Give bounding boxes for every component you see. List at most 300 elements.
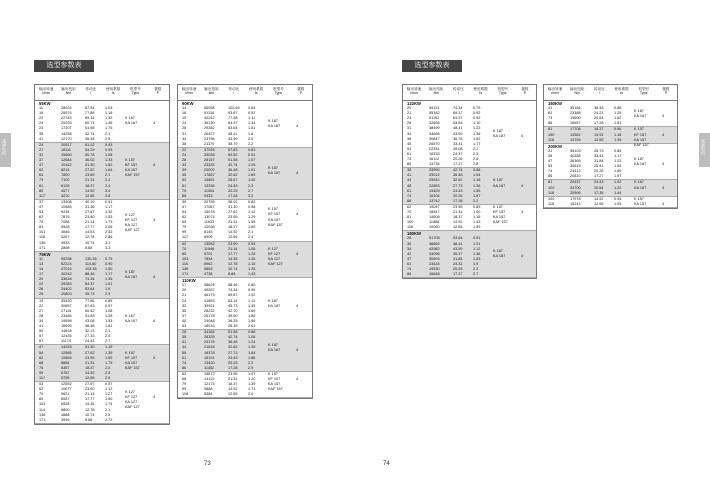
service-factor: 1.51 (248, 168, 256, 173)
header-cell: 输出扭矩 Nm (61, 87, 76, 96)
model-name: KA 167 (125, 318, 138, 323)
ratio: 20.54 (594, 185, 604, 190)
output-torque: 33038 (204, 152, 215, 157)
service-factor: 1.39 (248, 345, 256, 350)
pole-count: 4 (521, 209, 524, 214)
service-factor: 2.7 (105, 339, 111, 344)
output-speed: 47 (39, 345, 44, 350)
ratio: 43.59 (453, 246, 463, 251)
ratio: 17.77 (85, 225, 95, 230)
model-name: K 157 (268, 207, 278, 212)
service-factor: 1.50 (105, 397, 113, 402)
model-name: KA 167 (125, 121, 138, 126)
output-torque: 52224 (61, 261, 72, 266)
output-torque: 7834 (204, 256, 213, 261)
model-name: KA 127 (125, 399, 138, 404)
parameter-table-2 (177, 84, 313, 399)
pole-count: 4 (662, 201, 665, 206)
output-speed: 23 (407, 116, 412, 121)
table-group (403, 231, 536, 278)
output-torque: 5928 (61, 225, 70, 230)
service-factor: 1.59 (473, 225, 481, 230)
output-speed: 22 (39, 282, 44, 287)
output-speed: 14 (39, 267, 44, 271)
output-speed: 136 (39, 412, 46, 417)
pole-count: 4 (296, 123, 299, 128)
ratio: 24.31 (453, 261, 463, 266)
header-cell: 机型号 Type (638, 87, 650, 96)
service-factor: 3.2 (248, 193, 254, 198)
output-torque: 38499 (429, 126, 440, 131)
service-factor: 1.28 (105, 313, 113, 318)
output-speed: 171 (39, 245, 46, 250)
service-factor: 2.5 (105, 370, 111, 375)
ratio: 43.59 (453, 131, 463, 136)
output-speed: 86 (407, 198, 412, 203)
model-types (634, 197, 664, 207)
service-factor: 1.39 (248, 382, 256, 387)
service-factor: 3.8 (105, 193, 111, 198)
output-speed: 62 (39, 168, 44, 173)
ratio: 36.48 (453, 173, 463, 178)
pole-count: 4 (521, 134, 524, 139)
pole-count: 4 (296, 251, 299, 256)
service-factor: 1.35 (105, 277, 113, 282)
model-name: KA 167 (268, 348, 281, 353)
power-rating: 110KW (182, 278, 196, 284)
output-speed: 81 (548, 127, 553, 132)
table-row (39, 137, 169, 142)
service-factor: 1.00 (473, 209, 481, 214)
model-types (268, 299, 298, 309)
table-group (35, 200, 169, 252)
pole-count: 4 (296, 303, 299, 308)
table-row (39, 246, 169, 251)
output-torque: 20002 (204, 168, 215, 173)
model-types (125, 213, 155, 233)
output-speed: 55 (182, 350, 187, 355)
model-name: KA 187 (493, 134, 506, 139)
service-factor: 1.16 (473, 178, 481, 183)
output-torque: 47016 (61, 267, 72, 271)
model-types (268, 372, 298, 392)
ratio: 23.95 (228, 371, 238, 376)
model-name: KF 157 (125, 163, 138, 168)
header-cell: 传动比 i (85, 87, 97, 96)
output-torque: 21170 (204, 141, 215, 146)
output-speed: 57 (39, 334, 44, 339)
output-torque: 13742 (429, 198, 440, 203)
output-speed: 70 (407, 209, 412, 214)
ratio: 88.46 (228, 283, 238, 288)
ratio: 87.54 (85, 106, 95, 111)
output-torque: 15078 (204, 209, 215, 214)
output-torque: 5863 (204, 267, 213, 271)
output-torque: 7800 (61, 173, 70, 178)
ratio: 27.62 (228, 209, 238, 214)
ratio: 38.79 (228, 141, 238, 146)
service-factor: 1.69 (248, 225, 256, 230)
output-speed: 108 (182, 392, 189, 397)
ratio: 21.31 (85, 178, 95, 183)
output-speed: 118 (548, 201, 555, 206)
ratio: 18.37 (453, 215, 463, 220)
output-speed: 70 (39, 392, 44, 397)
ratio: 20.25 (228, 188, 238, 193)
output-torque: 4577 (61, 188, 70, 193)
model-type (268, 304, 298, 309)
header-cell: 极数 P (521, 87, 529, 96)
pole-count: 4 (521, 183, 524, 188)
ratio: 31.30 (85, 163, 95, 168)
output-speed: 136 (39, 240, 46, 245)
ratio: 114.60 (85, 261, 97, 266)
header-cell: 使用系数 fs (105, 87, 121, 96)
ratio: 21.31 (228, 376, 238, 381)
output-speed: 47 (407, 256, 412, 261)
service-factor: 0.86 (614, 106, 622, 111)
service-factor: 1.15 (248, 261, 256, 266)
service-factor: 1.74 (105, 402, 113, 407)
ratio: 14.92 (594, 196, 604, 201)
output-speed: 47 (548, 159, 553, 164)
output-speed: 30 (407, 241, 412, 246)
service-factor: 1.17 (105, 204, 113, 209)
service-factor: 1.81 (105, 324, 113, 329)
header-cell: 极数 P (662, 87, 670, 96)
model-name: K 167 (634, 180, 644, 185)
service-factor: 1.17 (105, 272, 113, 277)
output-speed: 171 (182, 272, 189, 277)
page-number: 73 (204, 461, 211, 467)
model-name: KF 157 (268, 212, 281, 217)
output-speed: 62 (39, 355, 44, 360)
output-torque: 12170 (61, 136, 72, 141)
output-torque: 13408 (61, 199, 72, 204)
output-speed: 31 (182, 131, 187, 136)
model-types (634, 109, 664, 119)
model-name: KF 157 (493, 209, 506, 214)
output-speed: 41 (39, 136, 44, 141)
output-speed: 103 (39, 402, 46, 407)
output-speed: 68 (39, 360, 44, 365)
header-cell: 输出转速 r/min (406, 87, 422, 96)
output-speed: 48 (407, 183, 412, 188)
output-torque: 46173 (204, 293, 215, 298)
ratio: 36.48 (85, 324, 95, 329)
table-row (182, 324, 312, 329)
output-torque: 26178 (204, 313, 215, 318)
ratio: 8.68 (85, 245, 93, 250)
output-torque: 13734 (429, 162, 440, 167)
model-type (634, 202, 664, 207)
output-speed: 62 (407, 204, 412, 209)
model-type (125, 405, 155, 410)
model-types (634, 157, 664, 167)
ratio: 24.43 (453, 188, 463, 193)
service-factor: 2.4 (105, 178, 111, 183)
output-speed: 11 (39, 256, 43, 261)
output-torque: 13052 (204, 241, 215, 246)
output-torque: 28024 (61, 106, 72, 111)
output-torque: 20517 (61, 142, 72, 147)
service-factor: 0.90 (105, 261, 113, 266)
header-cell: 极数 P (154, 87, 162, 96)
output-speed: 99 (182, 387, 187, 392)
output-speed: 100 (548, 185, 555, 190)
output-speed: 39 (182, 199, 187, 204)
service-factor: 2.5 (105, 412, 111, 417)
header-cell: 输出转速 r/min (38, 87, 54, 96)
output-speed: 79 (182, 382, 187, 387)
ratio: 20.25 (453, 267, 463, 271)
side-tab-label: 减速电机 (701, 139, 706, 155)
output-speed: 64 (39, 173, 44, 178)
model-type (125, 173, 155, 178)
service-factor: 2.1 (105, 131, 111, 136)
output-speed: 41 (39, 324, 44, 329)
output-torque: 14608 (429, 215, 440, 220)
ratio: 24.43 (228, 183, 238, 188)
output-torque: 7876 (61, 215, 70, 220)
pole-count: 4 (153, 394, 156, 399)
model-types (493, 129, 523, 139)
ratio: 42.74 (85, 131, 95, 136)
pole-count: 4 (521, 254, 524, 259)
output-speed: 22 (39, 303, 44, 308)
output-torque: 3533 (61, 240, 70, 245)
pole-count: 4 (296, 170, 299, 175)
service-factor: 1.36 (473, 183, 481, 188)
service-factor: 1.77 (473, 141, 481, 146)
ratio: 24.43 (85, 339, 95, 344)
service-factor: 1.35 (248, 303, 256, 308)
table-group (178, 148, 312, 200)
output-torque: 12684 (61, 158, 72, 163)
model-type (125, 275, 155, 280)
ratio: 43.08 (85, 318, 95, 323)
ratio: 12.78 (228, 261, 238, 266)
output-torque: 9234 (61, 209, 70, 214)
model-types (268, 166, 298, 176)
output-speed: 70 (182, 246, 187, 251)
output-torque: 30857 (61, 303, 72, 308)
ratio: 20.25 (453, 193, 463, 198)
service-factor: 1.97 (614, 174, 622, 179)
ratio: 74.34 (228, 288, 238, 293)
output-torque: 12174 (204, 382, 215, 387)
ratio: 21.14 (85, 392, 95, 397)
output-torque: 10060 (429, 225, 440, 230)
output-torque: 24402 (61, 287, 72, 292)
model-type (634, 162, 664, 167)
model-type (268, 223, 298, 228)
service-factor: 3.4 (105, 188, 111, 193)
output-torque: 18033 (204, 324, 215, 329)
model-name: K 167 (125, 116, 135, 121)
model-type (634, 186, 664, 191)
output-torque: 41853 (204, 298, 215, 303)
output-speed: 61 (182, 183, 187, 188)
output-torque: 18111 (61, 147, 71, 152)
output-speed: 47 (182, 204, 187, 209)
service-factor: 1.52 (473, 136, 481, 141)
ratio: 18.37 (85, 183, 95, 188)
output-speed: 118 (407, 225, 414, 230)
service-factor: 1.22 (473, 126, 481, 131)
output-torque: 24700 (570, 185, 581, 190)
service-factor: 0.91 (248, 152, 256, 157)
ratio: 24.21 (594, 111, 604, 116)
output-torque: 17207 (61, 126, 72, 131)
service-factor: 2.72 (105, 417, 113, 422)
table-group (178, 372, 312, 398)
output-speed: 53 (39, 209, 44, 214)
table-header (178, 85, 312, 101)
model-name: K 157 (493, 204, 503, 209)
output-torque: 34184 (204, 330, 215, 335)
service-factor: 0.92 (248, 111, 256, 116)
output-torque: 23434 (429, 261, 440, 266)
output-speed: 75 (39, 365, 44, 370)
table-header (403, 85, 536, 101)
output-speed: 24 (182, 298, 187, 303)
output-torque: 10485 (61, 204, 72, 209)
pole-count: 4 (153, 274, 156, 279)
service-factor: 1.28 (248, 267, 256, 271)
output-speed: 24 (39, 121, 44, 126)
service-factor: 1.12 (248, 298, 256, 303)
output-torque: 19598 (61, 318, 72, 323)
output-torque: 24413 (570, 169, 581, 174)
service-factor: 1.05 (614, 201, 622, 206)
ratio: 17.27 (453, 162, 463, 167)
ratio: 42.70 (228, 308, 238, 313)
output-speed: 75 (182, 188, 187, 193)
ratio: 77.38 (228, 116, 238, 121)
ratio: 102.69 (228, 106, 240, 111)
service-factor: 1.75 (105, 360, 113, 365)
output-torque: 23332 (204, 163, 215, 168)
output-torque: 11174 (61, 339, 71, 344)
model-name: KA 157 (125, 360, 138, 365)
service-factor: 2.1 (248, 230, 254, 235)
output-torque: 8087 (61, 397, 70, 402)
output-speed: 26 (39, 287, 44, 292)
output-torque: 23798 (204, 136, 215, 141)
service-factor: 2.3 (248, 183, 254, 188)
ratio: 28.67 (228, 178, 238, 183)
ratio: 45.73 (228, 303, 238, 308)
ratio: 21.31 (85, 360, 95, 365)
output-torque: 19600 (570, 116, 581, 121)
table-row (182, 392, 312, 397)
model-type (125, 366, 155, 371)
model-name: KA 167 (634, 113, 647, 118)
output-speed: 70 (39, 220, 44, 225)
service-factor: 2.1 (105, 329, 111, 334)
model-name: KAF 157 (268, 387, 283, 392)
output-speed: 37 (39, 199, 44, 204)
pole-count: 4 (296, 376, 299, 381)
service-factor: 0.85 (105, 298, 113, 303)
service-factor: 1.02 (614, 180, 622, 185)
output-torque: 4220 (61, 193, 70, 198)
table-row (548, 191, 677, 196)
output-speed: 34 (39, 318, 44, 323)
ratio: 51.65 (85, 313, 95, 318)
model-types (493, 178, 523, 188)
output-torque: 10677 (61, 387, 72, 392)
model-type (268, 262, 298, 267)
output-speed: 34 (182, 136, 187, 141)
ratio: 36.48 (228, 168, 238, 173)
output-speed: 41 (407, 173, 412, 178)
service-factor: 3.1 (105, 240, 111, 245)
output-speed: 73 (39, 178, 44, 183)
model-type (634, 114, 664, 119)
output-speed: 13 (39, 261, 44, 266)
output-speed: 52 (182, 178, 187, 183)
service-factor: 2.0 (248, 136, 254, 141)
service-factor: 1.73 (105, 220, 113, 225)
service-factor: 1.29 (614, 111, 622, 116)
header-cell: 输出转速 r/min (181, 87, 197, 96)
service-factor: 1.29 (248, 215, 256, 220)
output-torque: 35166 (570, 106, 581, 111)
ratio: 74.34 (453, 106, 463, 111)
output-speed: 86 (182, 193, 187, 198)
output-torque: 11054 (204, 188, 215, 193)
output-speed: 33 (182, 303, 187, 308)
table-row (407, 225, 536, 230)
ratio: 12.65 (85, 375, 95, 380)
table-row (182, 194, 312, 199)
model-name: K 157 (634, 127, 644, 132)
ratio: 74.34 (85, 277, 95, 282)
model-name: KAF 157 (268, 222, 283, 227)
header-cell: 输出转速 r/min (547, 87, 563, 96)
table-group (35, 252, 169, 299)
output-speed: 73 (548, 116, 553, 121)
output-speed: 26 (182, 126, 187, 131)
page-number: 74 (383, 461, 390, 467)
output-torque: 14382 (570, 132, 581, 137)
output-speed: 47 (39, 204, 44, 209)
output-speed: 86 (548, 174, 553, 179)
ratio: 51.58 (228, 330, 238, 335)
output-torque: 22745 (61, 116, 72, 121)
service-factor: 1.07 (248, 158, 256, 163)
ratio: 103.35 (85, 267, 97, 271)
model-name: K 167 (125, 313, 135, 318)
pole-count: 4 (296, 212, 299, 217)
output-torque: 33618 (61, 277, 72, 282)
ratio: 21.14 (228, 246, 238, 251)
pole-count: 4 (153, 355, 156, 360)
service-factor: 2.0 (105, 365, 111, 370)
model-name: KA 157 (125, 168, 138, 173)
output-torque: 11546 (204, 246, 215, 251)
output-speed: 37 (39, 158, 44, 163)
output-speed: 62 (182, 371, 187, 376)
service-factor: 0.93 (105, 147, 113, 152)
model-name: K 157 (125, 350, 135, 355)
output-torque: 25942 (429, 178, 440, 183)
output-speed: 61 (182, 355, 187, 360)
model-name: KF 127 (268, 251, 281, 256)
model-types (268, 207, 298, 227)
